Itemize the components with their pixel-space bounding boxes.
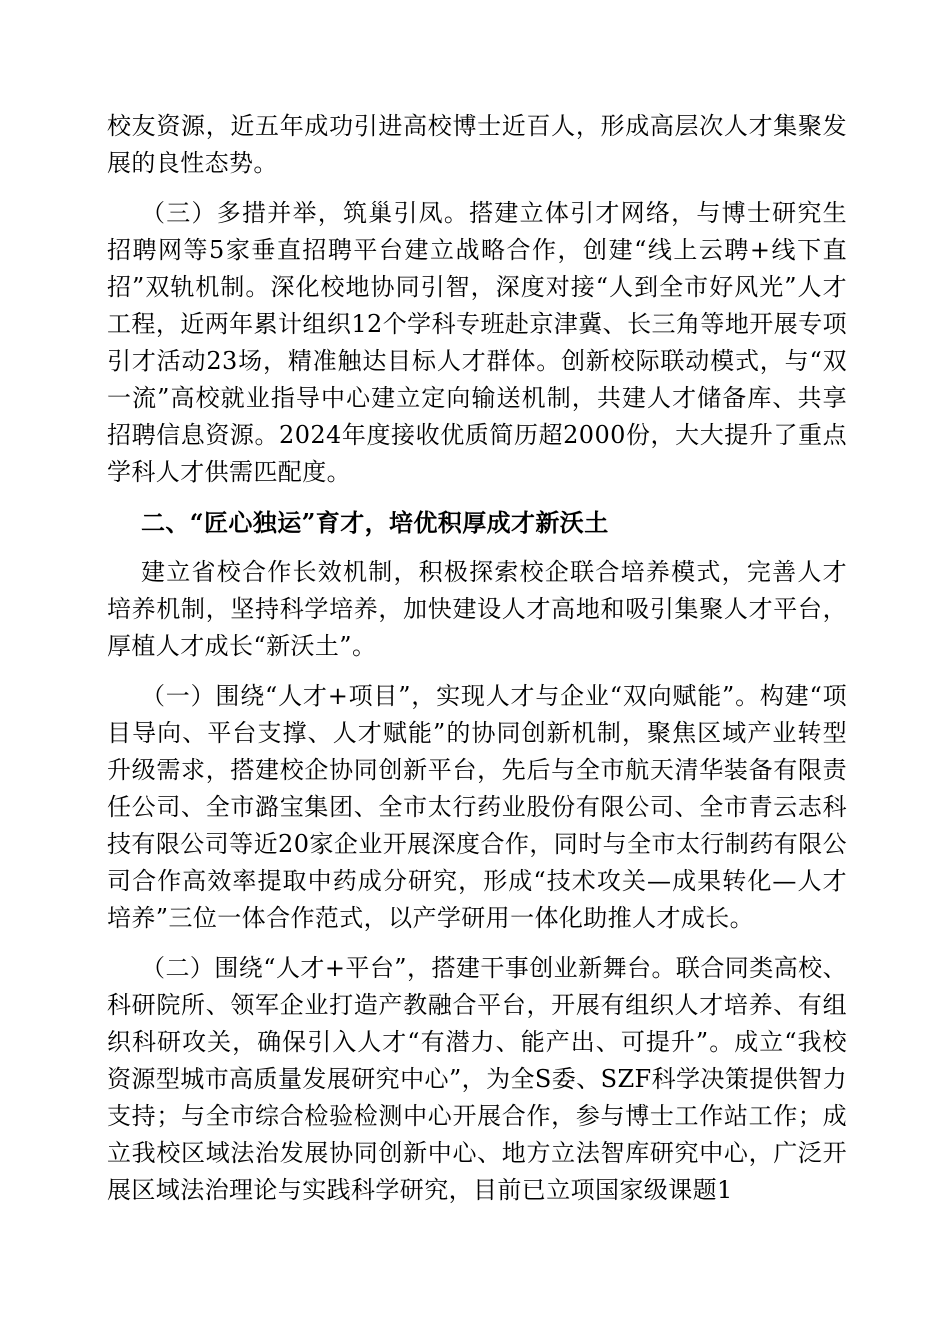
section-heading-two: 二、“匠心独运”育才，培优积厚成才新沃土 [141,508,609,537]
paragraph-section-three: （三）多措并举，筑巢引凤。搭建立体引才网络，与博士研究生招聘网等5家垂直招聘平台建立战略合作，创建“线上云聘+线下直招”双轨机制。深化校地协同引智，深度对接“人到全市好风光”人才工程，近两年累计组织12个学科专班赴京津冀、长三角等地开展专项引才活动23场，精准触达目标人才群体。创新校际联动模式，与“双一流”高校就业指导中心建立定向输送机制，共建人才储备库、共享招聘信息资源。2024年度接收优质简历超2000份，大大提升了重点学科人才供需匹配度。 [107,199,847,486]
paragraph-subsection-one: （一）围绕“人才+项目”，实现人才与企业“双向赋能”。构建“项目导向、平台支撑、人才赋能”的协同创新机制，聚焦区域产业转型升级需求，搭建校企协同创新平台，先后与全市航天清华装备有限责任公司、全市潞宝集团、全市太行药业股份有限公司、全市青云志科技有限公司等近20家企业开展深度合作，同时与全市太行制药有限公司合作高效率提取中药成分研究，形成“技术攻关—成果转化—人才培养”三位一体合作范式，以产学研用一体化助推人才成长。 [107,682,847,932]
paragraph-alumni-resources: 校友资源，近五年成功引进高校博士近百人，形成高层次人才集聚发展的良性态势。 [107,112,847,177]
paragraph-section-two-intro: 建立省校合作长效机制，积极探索校企联合培养模式，完善人才培养机制，坚持科学培养，加快建设人才高地和吸引集聚人才平台，厚植人才成长“新沃土”。 [107,558,847,660]
document-page [107,108,847,1222]
paragraph-subsection-two: （二）围绕“人才+平台”，搭建干事创业新舞台。联合同类高校、科研院所、领军企业打造产教融合平台，开展有组织人才培养、有组织科研攻关，确保引入人才“有潜力、能产出、可提升”。成立“我校资源型城市高质量发展研究中心”，为全S委、SZF科学决策提供智力支持；与全市综合检验检测中心开展合作，参与博士工作站工作；成立我校区域法治发展协同创新中心、地方立法智库研究中心，广泛开展区域法治理论与实践科学研究，目前已立项国家级课题1 [107,954,847,1204]
